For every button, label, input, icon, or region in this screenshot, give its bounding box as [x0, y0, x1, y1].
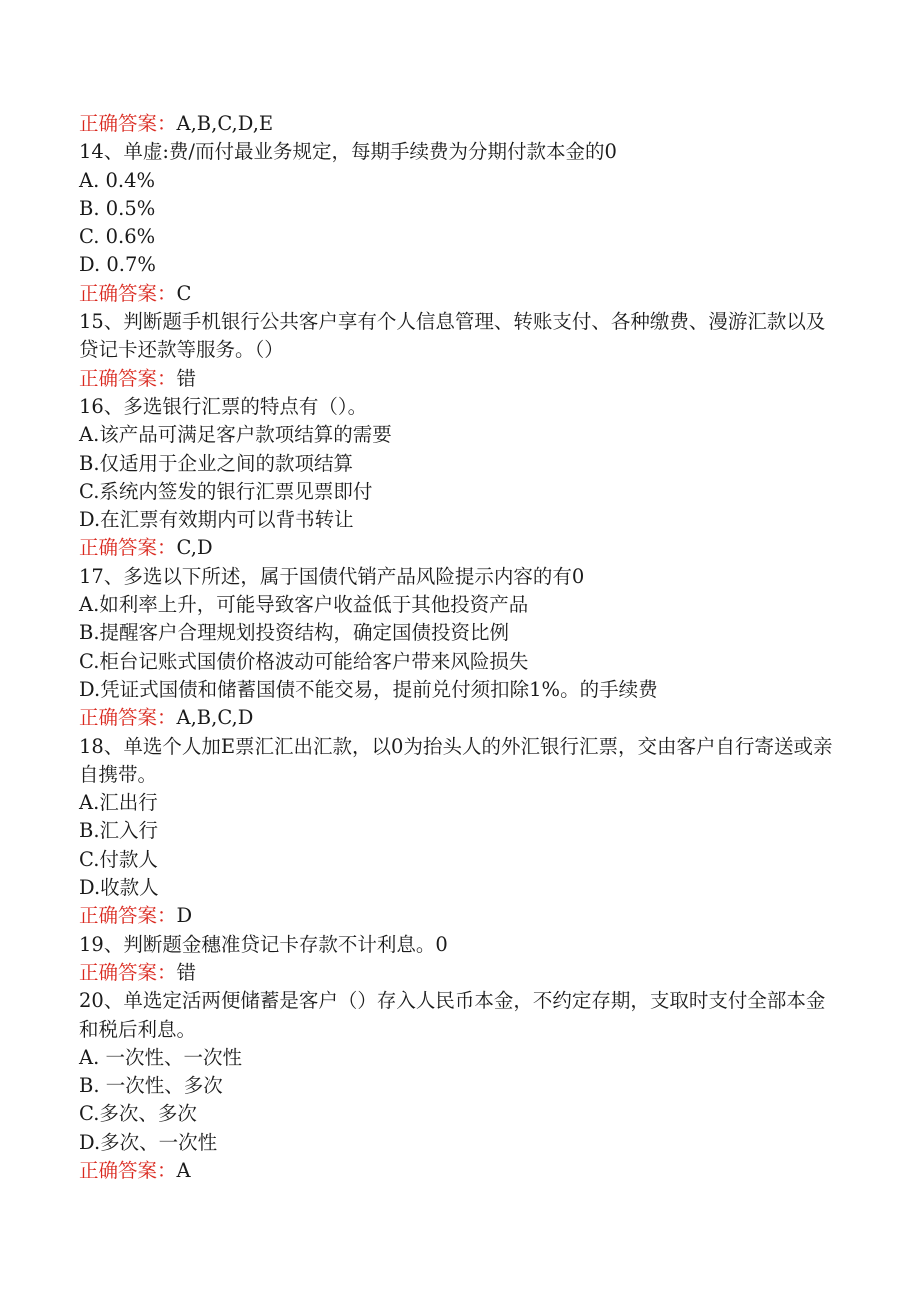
answer-line: [79, 110, 839, 138]
question-option: D.凭证式国债和储蓄国债不能交易，提前兑付须扣除1%。的手续费: [79, 677, 658, 701]
answer-label: 正确答案：: [79, 536, 177, 560]
question-stem: 16、多选银行汇票的特点有（）。: [79, 394, 368, 418]
answer-value: A,B,C,D,E: [176, 112, 274, 135]
question-option: C. 0.6%: [79, 225, 156, 249]
answer-label: 正确答案：: [79, 1158, 177, 1182]
question-stem: 17、多选以下所述，属于国债代销产品风险提示内容的有0: [79, 564, 585, 588]
question-option: A.汇出行: [79, 791, 158, 815]
answer-label: 正确答案：: [79, 366, 177, 390]
question-option: A. 一次性、一次性: [79, 1045, 242, 1069]
answer-value: 错: [176, 960, 197, 984]
question-option: D.在汇票有效期内可以背书转让: [79, 508, 354, 532]
answer-label: 正确答案：: [79, 960, 177, 984]
question-option: C.付款人: [79, 847, 158, 871]
question-option: D.收款人: [79, 876, 159, 900]
answer-label: 正确答案：: [79, 706, 177, 730]
question-option: B.仅适用于企业之间的款项结算: [79, 451, 354, 475]
question-option: B.汇入行: [79, 819, 159, 843]
answer-line: [79, 902, 839, 930]
answer-value: D: [176, 904, 193, 928]
answer-line: [79, 704, 839, 732]
answer-line: [79, 959, 839, 987]
question-option: B.提醒客户合理规划投资结构，确定国债投资比例: [79, 621, 510, 645]
question-option: A.如利率上升，可能导致客户收益低于其他投资产品: [79, 593, 529, 617]
question-stem: 14、单虚:费/而付最业务规定，每期手续费为分期付款本金的0: [79, 140, 617, 164]
answer-value: A: [176, 1158, 191, 1182]
document-page: [79, 110, 839, 1185]
question-stem: 18、单选个人加E票汇汇出汇款，以0为抬头人的外汇银行汇票，交由客户自行寄送或亲自携带。: [79, 734, 833, 786]
answer-label: 正确答案：: [79, 904, 177, 928]
question-option: C.柜台记账式国债价格波动可能给客户带来风险损失: [79, 649, 529, 673]
question-option: C.多次、多次: [79, 1102, 197, 1126]
question-option: B. 一次性、多次: [79, 1074, 223, 1098]
question-option: B. 0.5%: [79, 196, 156, 220]
question-stem: 19、判断题金穗准贷记卡存款不计利息。0: [79, 932, 448, 956]
question-stem: 20、单选定活两便储蓄是客户（）存入人民币本金，不约定存期，支取时支付全部本金和税后利息。: [79, 989, 826, 1041]
question-stem: 15、判断题手机银行公共客户享有个人信息管理、转账支付、各种缴费、漫游汇款以及贷记卡还款等服务。（）: [79, 310, 826, 362]
answer-value: C,D: [176, 536, 213, 560]
question-option: D.多次、一次性: [79, 1130, 218, 1154]
answer-value: C: [176, 281, 192, 305]
answer-value: 错: [176, 366, 197, 390]
answer-value: A,B,C,D: [176, 706, 254, 730]
answer-line: [79, 534, 839, 562]
answer-line: [79, 1157, 839, 1185]
answer-label: 正确答案：: [79, 281, 177, 305]
question-option: C.系统内签发的银行汇票见票即付: [79, 479, 373, 503]
answer-line: [79, 280, 839, 308]
question-option: A. 0.4%: [79, 168, 156, 192]
question-option: D. 0.7%: [79, 253, 156, 277]
answer-label: 正确答案：: [79, 112, 177, 135]
question-option: A.该产品可满足客户款项结算的需要: [79, 423, 392, 447]
answer-line: [79, 365, 839, 393]
